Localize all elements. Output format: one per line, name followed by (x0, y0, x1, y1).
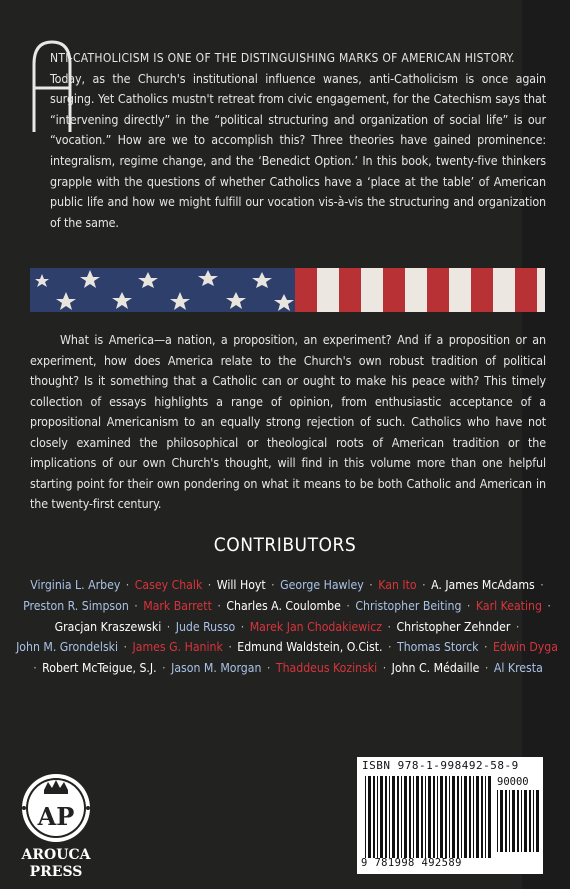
contributor-name: Mark Barrett (143, 598, 212, 613)
contributor-name: Charles A. Coulombe (226, 598, 341, 613)
intro-lead: NTI-CATHOLICISM IS ONE OF THE DISTINGUISHING MARKS OF AMERICAN HISTORY. (50, 51, 515, 65)
contributor-separator: · (163, 619, 174, 634)
contributor-separator: · (481, 661, 492, 676)
contributor-name: Kan Ito (378, 578, 417, 592)
contributor-name: Marek Jan Chodakiewicz (249, 619, 383, 634)
contributor-separator: · (267, 578, 279, 592)
contributor-name: Thaddeus Kozinski (275, 661, 378, 676)
intro-paragraph (28, 48, 546, 233)
contributor-name: Will Hoyt (216, 578, 266, 592)
barcode-bar (433, 776, 435, 858)
contributor-separator: · (122, 578, 133, 592)
contributor-name: A. James McAdams (431, 578, 535, 592)
barcode-bar (365, 776, 366, 858)
contributor-name: Robert McTeigue, S.J. (42, 661, 157, 676)
contributor-name: Preston R. Simpson (23, 598, 129, 613)
barcode-bar (380, 776, 383, 858)
barcode-bar (533, 790, 534, 852)
barcode-bar (437, 776, 438, 858)
contributor-name: Al Kresta (493, 661, 543, 676)
isbn-barcode (357, 757, 543, 874)
contributor-separator: · (418, 578, 430, 592)
barcode-bar (401, 776, 402, 858)
barcode-bar (413, 776, 414, 858)
contributor-separator: · (365, 578, 377, 592)
description-paragraph: What is America—a nation, a proposition, an experiment? And if a proposition or an experiment, how does America relate to the Church's own robust tradition of political thought? Is it something that a Catholic can or ought to make his peace with? This timely collection of essays highlights a range of opinion, from enthusiastic acceptance of a propositional Americanism to an equally strong rejection of such. Catholics who have not closely examined the philosophical or theological roots of American tradition or the implications of our own Church's thought, will find in this volume more than one helpful starting point for their own pondering on what it means to be both Catholic and American in the twenty-first century. (30, 332, 546, 511)
contributor-separator: · (512, 619, 520, 634)
publisher-emblem (12, 768, 117, 884)
barcode-bar (457, 776, 459, 858)
contributor-separator: · (463, 598, 474, 613)
contributor-separator: · (158, 661, 170, 676)
barcode-bar (464, 776, 467, 858)
contributor-separator: · (224, 640, 236, 655)
contributor-name: Edmund Waldstein, O.Cist. (237, 640, 383, 655)
contributor-name: Jude Russo (175, 619, 236, 634)
barcode-bar (488, 776, 491, 858)
barcode-bar (425, 776, 426, 858)
barcode-bar (461, 776, 462, 858)
addon-bars (497, 790, 539, 852)
barcode-bar (500, 790, 503, 852)
barcode-bar (505, 790, 507, 852)
contributor-separator: · (213, 598, 225, 613)
barcode-bar (485, 776, 486, 858)
barcode-bar (521, 790, 522, 852)
contributor-name: Christopher Zehnder (396, 619, 511, 634)
contributor-name: Christopher Beiting (355, 598, 462, 613)
contributor-name: Gracjan Kraszewski (54, 619, 162, 634)
barcode-bar (409, 776, 411, 858)
contributor-name: Jason M. Morgan (171, 661, 262, 676)
barcode-bar (377, 776, 378, 858)
contributor-separator: · (384, 640, 395, 655)
contributor-separator: · (379, 661, 390, 676)
barcode-bar (473, 776, 474, 858)
publisher-monogram: AP (37, 802, 75, 831)
barcode-bar (536, 790, 539, 852)
barcode-bar (440, 776, 443, 858)
barcode-bar (476, 776, 479, 858)
contributor-separator: · (480, 640, 491, 655)
contributor-name: John C. Médaille (391, 661, 480, 676)
contributor-separator: · (204, 578, 215, 592)
barcode-bar (512, 790, 515, 852)
barcode-bar (509, 790, 510, 852)
contributor-name: Virginia L. Arbey (30, 578, 121, 592)
contributor-separator: · (120, 640, 131, 655)
barcode-bar (389, 776, 390, 858)
barcode-bar (445, 776, 447, 858)
contributors-list (14, 575, 562, 679)
contributor-separator: · (543, 598, 551, 613)
barcode-bar (368, 776, 371, 858)
publisher-name-line2: PRESS (29, 864, 83, 880)
isbn-label: ISBN 978-1-998492-58-9 (362, 759, 519, 772)
contributor-separator: · (342, 598, 354, 613)
intro-body: Today, as the Church's institutional influence wanes, anti-Catholicism is once again surging. Yet Catholics mustn't retreat from civic engagement, for the Catechism says that “intervening directly” in the “political structuring and organization of social life” is our “vocation.” How are we to accomplish this? Three theories have gained prominence: integralism, regime change, and the ‘Benedict Option.’ In this book, twenty-five thinkers grapple with the questions of whether Catholics have a ‘place at the table’ of American public life and how we might fulfill our vocation vis-à-vis the structuring and organization of the same. (50, 70, 546, 230)
barcode-bar (392, 776, 395, 858)
barcode-bar (397, 776, 399, 858)
price-code: 90000 (497, 776, 529, 788)
barcode-bar (373, 776, 375, 858)
barcode-bar (469, 776, 471, 858)
barcode-bar (385, 776, 387, 858)
ean-digits: 9 781998 492589 (361, 857, 462, 869)
ean-bars (365, 776, 491, 858)
contributor-separator: · (263, 661, 274, 676)
barcode-bar (497, 790, 498, 852)
contributor-separator: · (130, 598, 142, 613)
contributors-heading: CONTRIBUTORS (213, 534, 357, 556)
barcode-bar (517, 790, 519, 852)
barcode-bar (529, 790, 531, 852)
barcode-bar (428, 776, 431, 858)
intro-body-wrap (28, 69, 546, 234)
american-flag-banner (30, 268, 545, 312)
contributor-name: Karl Keating (475, 598, 542, 613)
publisher-name-line1: AROUCA (21, 847, 91, 863)
contributor-separator: · (237, 619, 248, 634)
contributor-separator: · (536, 578, 544, 592)
contributor-name: Edwin Dyga (492, 640, 558, 655)
contributor-name: Casey Chalk (134, 578, 203, 592)
barcode-bar (449, 776, 450, 858)
barcode-bar (404, 776, 407, 858)
contributor-name: James G. Hanink (132, 640, 223, 655)
contributor-separator: · (384, 619, 395, 634)
barcode-bar (524, 790, 527, 852)
barcode-bar (452, 776, 455, 858)
contributor-name: George Hawley (280, 578, 364, 592)
barcode-bar (421, 776, 423, 858)
contributor-name: Thomas Storck (397, 640, 479, 655)
barcode-bar (481, 776, 483, 858)
contributor-name: John M. Grondelski (16, 640, 119, 655)
barcode-bar (416, 776, 419, 858)
publisher-logo (12, 768, 117, 884)
contributor-separator: · (33, 661, 41, 676)
